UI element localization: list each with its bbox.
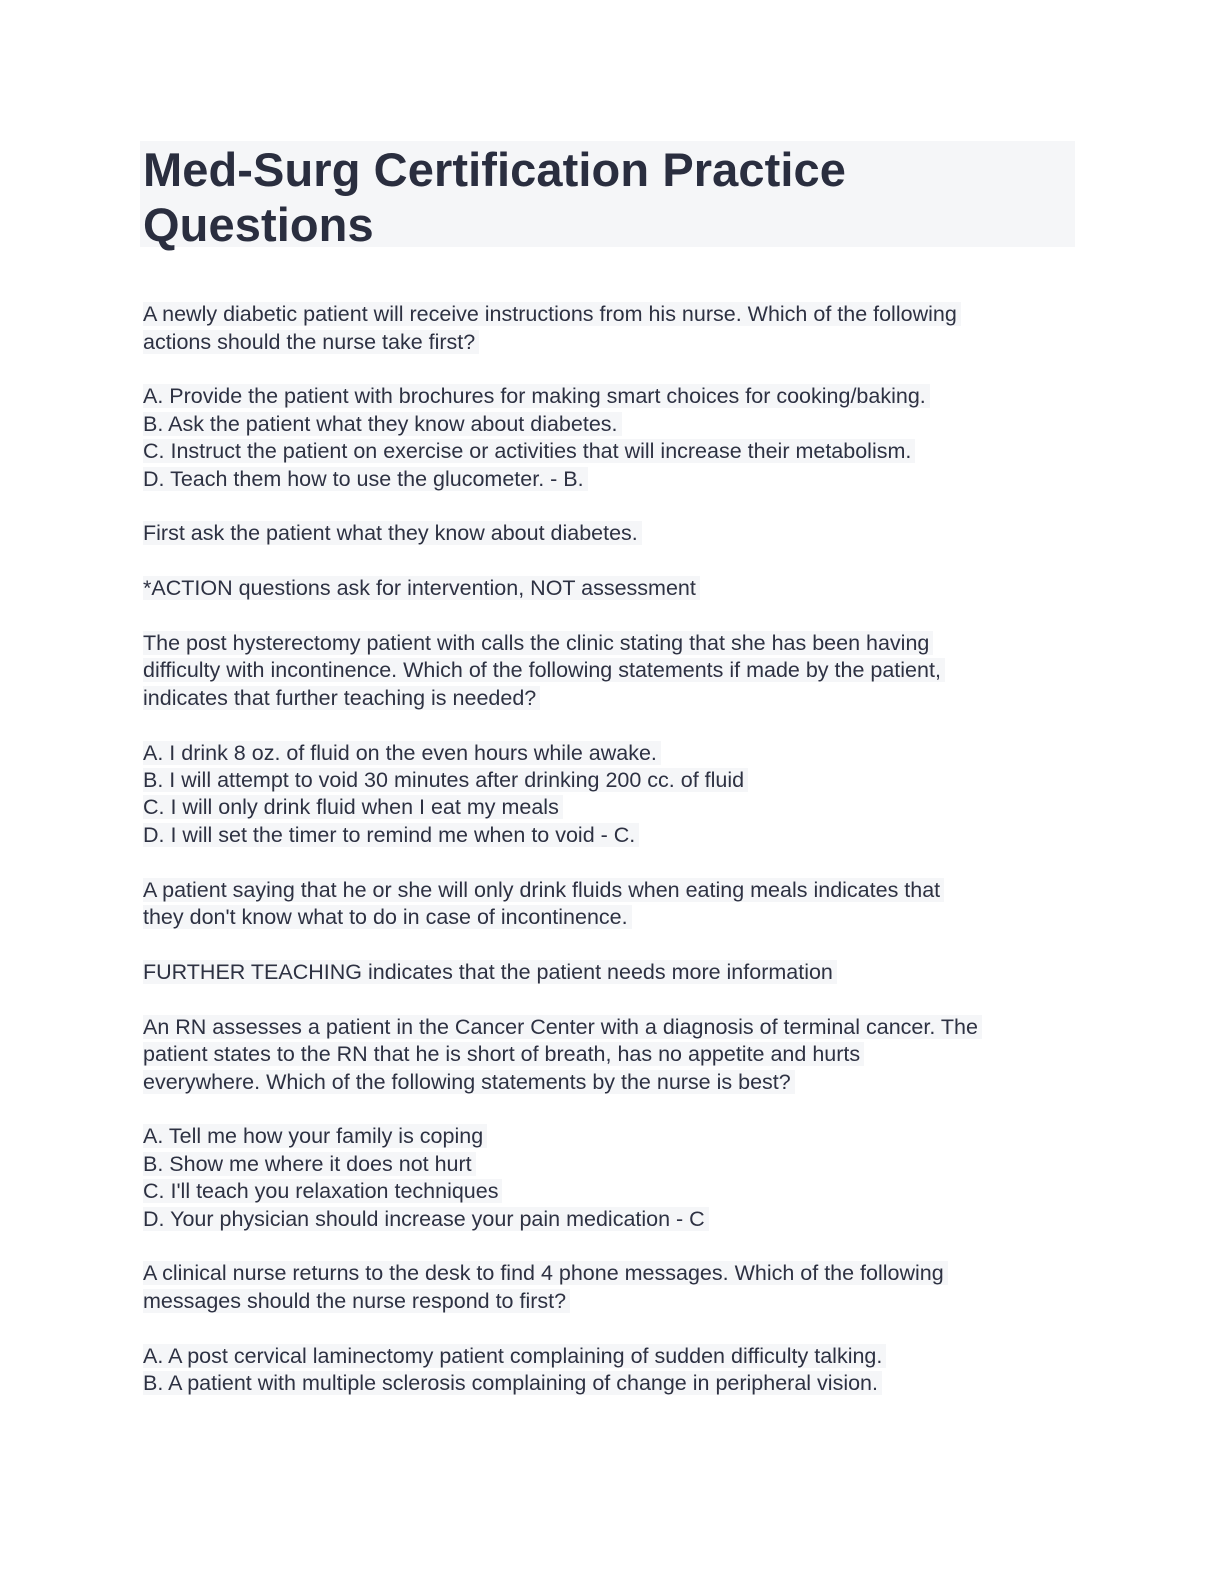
- question-4-options: [143, 1343, 1075, 1398]
- option-b: B. A patient with multiple sclerosis complaining of change in peripheral vision.: [143, 1371, 882, 1395]
- text-line: indicates that further teaching is needed?: [143, 686, 540, 710]
- question-1-explanation: [143, 520, 1075, 548]
- text-line: A newly diabetic patient will receive instructions from his nurse. Which of the following: [143, 302, 961, 326]
- option-c: C. I will only drink fluid when I eat my meals: [143, 795, 563, 819]
- question-2-stem: [143, 630, 1075, 713]
- option-b: B. Ask the patient what they know about diabetes.: [143, 412, 622, 436]
- option-d: D. Your physician should increase your pain medication - C: [143, 1207, 709, 1231]
- option-b: B. Show me where it does not hurt: [143, 1152, 476, 1176]
- text-line: patient states to the RN that he is short of breath, has no appetite and hurts: [143, 1042, 864, 1066]
- question-2-explanation: [143, 877, 1075, 932]
- question-2-note: [143, 959, 1075, 987]
- text-line: A patient saying that he or she will only drink fluids when eating meals indicates that: [143, 878, 944, 902]
- text-line: First ask the patient what they know about diabetes.: [143, 521, 642, 545]
- text-line: *ACTION questions ask for intervention, NOT assessment: [143, 576, 700, 600]
- text-line: actions should the nurse take first?: [143, 330, 479, 354]
- option-a: A. Provide the patient with brochures for making smart choices for cooking/baking.: [143, 384, 930, 408]
- question-1-stem: [143, 301, 1075, 356]
- text-line: A clinical nurse returns to the desk to find 4 phone messages. Which of the following: [143, 1261, 948, 1285]
- title-line: Questions: [143, 198, 374, 251]
- text-line: The post hysterectomy patient with calls the clinic stating that she has been having: [143, 631, 933, 655]
- option-d: D. Teach them how to use the glucometer. - B.: [143, 467, 588, 491]
- option-c: C. Instruct the patient on exercise or activities that will increase their metabolism.: [143, 439, 915, 463]
- option-a: A. Tell me how your family is coping: [143, 1124, 487, 1148]
- question-3-options: [143, 1123, 1075, 1233]
- text-line: everywhere. Which of the following statements by the nurse is best?: [143, 1070, 795, 1094]
- option-b: B. I will attempt to void 30 minutes after drinking 200 cc. of fluid: [143, 768, 748, 792]
- option-a: A. A post cervical laminectomy patient complaining of sudden difficulty talking.: [143, 1344, 886, 1368]
- text-line: messages should the nurse respond to first?: [143, 1289, 570, 1313]
- question-1-options: [143, 383, 1075, 493]
- document-body: [143, 301, 1075, 1397]
- text-line: An RN assesses a patient in the Cancer Center with a diagnosis of terminal cancer. The: [143, 1015, 982, 1039]
- text-line: FURTHER TEACHING indicates that the patient needs more information: [143, 960, 837, 984]
- question-3-stem: [143, 1014, 1075, 1097]
- option-a: A. I drink 8 oz. of fluid on the even hours while awake.: [143, 741, 661, 765]
- option-c: C. I'll teach you relaxation techniques: [143, 1179, 502, 1203]
- text-line: they don't know what to do in case of incontinence.: [143, 905, 632, 929]
- question-2-options: [143, 740, 1075, 850]
- document-page: [143, 141, 1075, 1425]
- page-title: [143, 141, 1072, 252]
- question-1-note: [143, 575, 1075, 603]
- text-line: difficulty with incontinence. Which of the following statements if made by the patient,: [143, 658, 945, 682]
- title-block: [140, 141, 1075, 251]
- question-4-stem: [143, 1260, 1075, 1315]
- title-line: Med-Surg Certification Practice: [143, 143, 847, 196]
- option-d: D. I will set the timer to remind me when to void - C.: [143, 823, 639, 847]
